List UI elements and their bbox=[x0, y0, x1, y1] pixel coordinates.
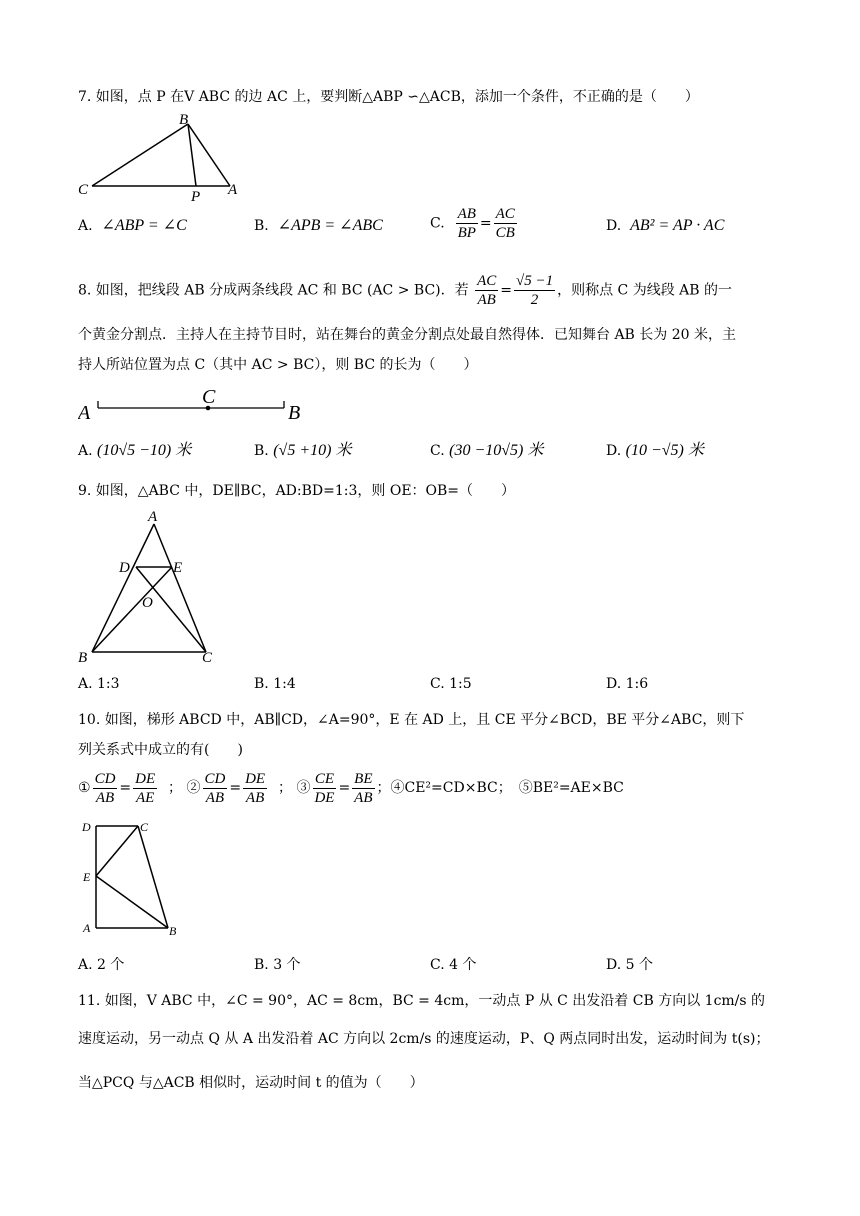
q7-label-p: P bbox=[191, 189, 201, 202]
q9-label-d: D bbox=[119, 560, 130, 576]
q10-label-b: B bbox=[169, 924, 177, 938]
q8-line-3: 持人所站位置为点 C（其中 AC > BC），则 BC 的长为（ ） bbox=[78, 357, 478, 373]
q7-stem: 7. 如图，点 P 在V ABC 的边 AC 上，要判断△ABP ∽△ACB，添加一个条件，不正确的是（ ） bbox=[78, 89, 699, 105]
q8-line-2: 个黄金分割点．主持人在主持节目时，站在舞台的黄金分割点处最自然得体．已知舞台 AB 长为 20 米，主 bbox=[78, 327, 737, 343]
q10-option-b[interactable]: B. 3 个 bbox=[254, 957, 301, 973]
q8-option-c[interactable]: C. (30 −10√5) 米 bbox=[430, 442, 544, 459]
q7-option-c[interactable]: C. $\frac{AB}{BP}$ = $\frac{AC}{CB}$ bbox=[430, 206, 515, 241]
q9-stem: 9. 如图，△ABC 中，DE∥BC，AD:BD=1:3，则 OE：OB=（ ） bbox=[78, 483, 516, 499]
q7-label-b: B bbox=[179, 112, 189, 128]
q11-line-3: 当△PCQ 与△ACB 相似时，运动时间 t 的值为（ ） bbox=[78, 1075, 424, 1091]
q10-label-a: A bbox=[83, 921, 91, 935]
q9-label-e: E bbox=[173, 560, 183, 576]
q7-triangle-figure bbox=[78, 110, 258, 202]
q9-label-o: O bbox=[142, 595, 153, 611]
q7-option-b[interactable]: B. ∠APB = ∠ABC bbox=[254, 217, 383, 234]
q9-option-c[interactable]: C. 1:5 bbox=[430, 676, 472, 692]
q10-label-d: D bbox=[82, 820, 91, 834]
q10-relations: ① $\frac{CD}{AB}$ = $\frac{DE}{AE}$ ； ② $\frac{CD}{AB}$ = $\frac{DE}{AB}$ ； ③ $\frac{CE}{DE}$ = $\frac{BE}{AB}$ ；④CE²=CD×BC； ⑤BE²=AE×BC bbox=[78, 770, 624, 806]
q8-label-c: C bbox=[202, 386, 216, 408]
q10-trapezoid-figure bbox=[78, 818, 188, 938]
q8-option-d[interactable]: D. (10 −√5) 米 bbox=[606, 442, 704, 459]
q10-label-e: E bbox=[83, 870, 91, 884]
q10-line-1: 10. 如图，梯形 ABCD 中，AB∥CD，∠A=90°，E 在 AD 上，且 CE 平分∠BCD，BE 平分∠ABC，则下 bbox=[78, 712, 745, 728]
q10-label-c: C bbox=[140, 820, 149, 834]
q9-label-b: B bbox=[78, 650, 88, 664]
q10-option-c[interactable]: C. 4 个 bbox=[430, 957, 477, 973]
q7-option-a[interactable]: A. ∠ABP = ∠C bbox=[78, 217, 187, 234]
q9-option-d[interactable]: D. 1:6 bbox=[606, 676, 649, 692]
q7-label-c: C bbox=[78, 182, 89, 198]
q9-label-c: C bbox=[202, 650, 213, 664]
q8-segment-figure bbox=[78, 383, 318, 423]
q9-option-b[interactable]: B. 1:4 bbox=[254, 676, 296, 692]
q10-line-2: 列关系式中成立的有( ) bbox=[78, 742, 243, 758]
q8-label-a: A bbox=[78, 402, 91, 423]
q8-line-1: 8. 如图，把线段 AB 分成两条线段 AC 和 BC (AC > BC)．若 $\frac{AC}{AB}$ = $\frac{√5 -1}{2}$ ，则称点 C 为线段 AB 的一 bbox=[78, 273, 733, 308]
q10-option-a[interactable]: A. 2 个 bbox=[78, 957, 125, 973]
q8-label-b: B bbox=[288, 402, 301, 423]
q7-option-d[interactable]: D. AB² = AP · AC bbox=[606, 217, 725, 234]
q9-option-a[interactable]: A. 1:3 bbox=[78, 676, 120, 692]
q8-option-a[interactable]: A. (10√5 −10) 米 bbox=[78, 442, 192, 459]
q11-line-1: 11. 如图，V ABC 中，∠C = 90°，AC = 8cm，BC = 4cm，一动点 P 从 C 出发沿着 CB 方向以 1cm/s 的 bbox=[78, 993, 766, 1009]
q7-label-a: A bbox=[228, 182, 238, 198]
q11-line-2: 速度运动，另一动点 Q 从 A 出发沿着 AC 方向以 2cm/s 的速度运动，P、Q 两点同时出发，运动时间为 t(s)； bbox=[78, 1031, 770, 1047]
q10-option-d[interactable]: D. 5 个 bbox=[606, 957, 653, 973]
q9-label-a: A bbox=[148, 509, 158, 525]
q9-triangle-figure bbox=[78, 506, 228, 664]
q8-option-b[interactable]: B. (√5 +10) 米 bbox=[254, 442, 352, 459]
